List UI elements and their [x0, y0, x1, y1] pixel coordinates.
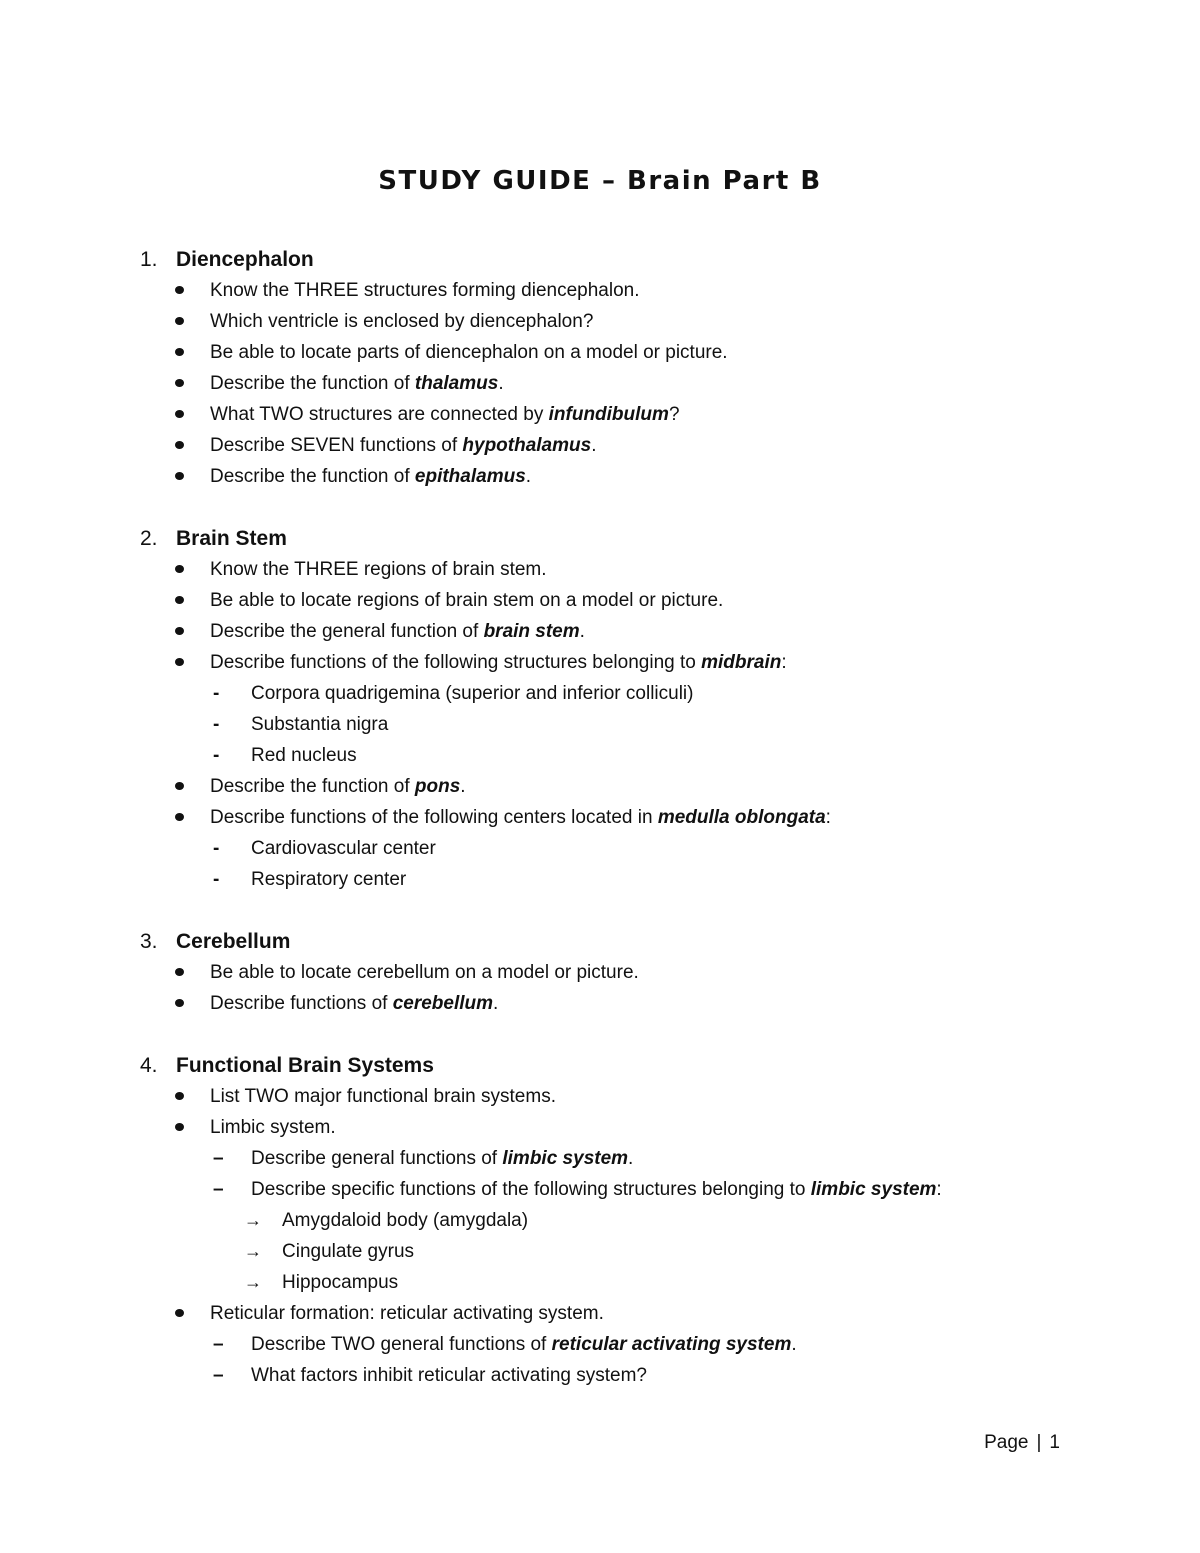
- list-item: [140, 1174, 1100, 1205]
- text-segment: Describe functions of: [210, 993, 393, 1014]
- item-text: [251, 678, 693, 709]
- item-text: [282, 1267, 398, 1298]
- text-segment: Describe SEVEN functions of: [210, 435, 463, 456]
- list-item: [140, 740, 1100, 771]
- list-item: [140, 1267, 1100, 1298]
- list-item: [140, 1081, 1100, 1112]
- list-item: [140, 1298, 1100, 1329]
- text-segment: Be able to locate regions of brain stem on a model or picture.: [210, 590, 724, 611]
- text-segment: Describe general functions of: [251, 1148, 503, 1169]
- section-number: 3.: [140, 930, 158, 953]
- text-segment: .: [628, 1148, 634, 1169]
- item-text: [251, 1143, 633, 1174]
- page-title: STUDY GUIDE – Brain Part B: [378, 166, 822, 196]
- section-title: Functional Brain Systems: [176, 1054, 434, 1077]
- item-text: [210, 337, 728, 368]
- study-guide-sections: [140, 244, 1100, 1422]
- item-text: [251, 833, 436, 864]
- text-segment: Describe functions of the following centers located in: [210, 807, 658, 828]
- text-segment: Respiratory center: [251, 869, 407, 890]
- text-segment: Describe the function of: [210, 776, 415, 797]
- emphasized-term: thalamus: [414, 373, 499, 394]
- section: [140, 926, 1100, 1019]
- arrow-right-icon: →: [244, 1241, 262, 1261]
- list-item: [140, 833, 1100, 864]
- bullet-icon: [172, 957, 210, 988]
- text-segment: ?: [668, 404, 680, 425]
- section-title: Brain Stem: [176, 527, 287, 550]
- list-item: [140, 771, 1100, 802]
- list-item: [140, 430, 1100, 461]
- bullet-icon: [172, 647, 210, 678]
- text-segment: Describe functions of the following structures belonging to: [210, 652, 702, 673]
- text-segment: What factors inhibit reticular activating system?: [251, 1365, 647, 1386]
- bullet-icon: [172, 430, 210, 461]
- item-text: [251, 709, 388, 740]
- list-item: [140, 1143, 1100, 1174]
- bullet-icon: [172, 399, 210, 430]
- text-segment: Describe TWO general functions of: [251, 1334, 552, 1355]
- section-heading: [140, 523, 1100, 554]
- emphasized-term: brain stem: [483, 621, 580, 642]
- item-text: [282, 1236, 414, 1267]
- section: [140, 523, 1100, 895]
- text-segment: Cardiovascular center: [251, 838, 436, 859]
- bullet-icon: [172, 1081, 210, 1112]
- text-segment: .: [460, 776, 466, 797]
- page-number: 1: [1049, 1432, 1060, 1453]
- bullet-icon: [172, 802, 210, 833]
- item-text: [210, 1298, 604, 1329]
- text-segment: What TWO structures are connected by: [210, 404, 549, 425]
- text-segment: :: [936, 1179, 942, 1200]
- text-segment: Be able to locate cerebellum on a model or picture.: [210, 962, 639, 983]
- bullet-icon: [172, 1112, 210, 1143]
- list-item: [140, 709, 1100, 740]
- emphasized-term: pons: [414, 776, 461, 797]
- text-segment: Be able to locate parts of diencephalon on a model or picture.: [210, 342, 728, 363]
- text-segment: Reticular formation: reticular activating system.: [210, 1303, 604, 1324]
- section: [140, 1050, 1100, 1391]
- section-number: 2.: [140, 527, 158, 550]
- emphasized-term: medulla oblongata: [657, 807, 826, 828]
- section: [140, 244, 1100, 492]
- text-segment: Cingulate gyrus: [282, 1241, 415, 1262]
- dash-marker: –: [213, 1148, 224, 1169]
- item-text: [210, 957, 639, 988]
- section-number: 1.: [140, 248, 158, 271]
- bullet-icon: [172, 1298, 210, 1329]
- emphasized-term: hypothalamus: [462, 435, 592, 456]
- list-item: [140, 802, 1100, 833]
- item-text: [210, 802, 831, 833]
- item-text: [251, 1360, 647, 1391]
- list-item: [140, 461, 1100, 492]
- bullet-icon: [172, 771, 210, 802]
- item-text: [210, 988, 498, 1019]
- bullet-icon: [172, 461, 210, 492]
- section-heading: [140, 1050, 1100, 1081]
- emphasized-term: limbic system: [502, 1148, 629, 1169]
- text-segment: Describe specific functions of the following structures belonging to: [251, 1179, 811, 1200]
- item-text: [251, 1174, 942, 1205]
- list-item: [140, 647, 1100, 678]
- bullet-icon: [172, 368, 210, 399]
- section-heading: [140, 244, 1100, 275]
- list-item: [140, 864, 1100, 895]
- text-segment: Amygdaloid body (amygdala): [282, 1210, 529, 1231]
- text-segment: .: [591, 435, 597, 456]
- item-text: [210, 616, 585, 647]
- list-item: [140, 399, 1100, 430]
- page-label: Page: [984, 1432, 1029, 1453]
- list-item: [140, 1112, 1100, 1143]
- emphasized-term: reticular activating system: [551, 1334, 792, 1355]
- text-segment: Substantia nigra: [251, 714, 389, 735]
- item-text: [210, 368, 504, 399]
- list-item: [140, 988, 1100, 1019]
- item-text: [210, 1112, 336, 1143]
- list-item: [140, 306, 1100, 337]
- dash-marker: -: [213, 745, 220, 766]
- item-text: [282, 1205, 528, 1236]
- list-item: [140, 368, 1100, 399]
- text-segment: Which ventricle is enclosed by diencephalon?: [210, 311, 594, 332]
- item-text: [251, 864, 406, 895]
- text-segment: :: [825, 807, 831, 828]
- section-title: Cerebellum: [176, 930, 291, 953]
- section-heading: [140, 926, 1100, 957]
- text-segment: Corpora quadrigemina (superior and inferior colliculi): [251, 683, 694, 704]
- dash-marker: –: [213, 1365, 224, 1386]
- text-segment: Describe the function of: [210, 373, 415, 394]
- text-segment: .: [579, 621, 585, 642]
- text-segment: :: [781, 652, 787, 673]
- list-item: [140, 1329, 1100, 1360]
- bullet-icon: [172, 616, 210, 647]
- dash-marker: –: [213, 1334, 224, 1355]
- list-item: [140, 957, 1100, 988]
- item-text: [210, 1081, 556, 1112]
- dash-marker: -: [213, 838, 220, 859]
- text-segment: .: [525, 466, 532, 487]
- text-segment: Describe the general function of: [210, 621, 484, 642]
- list-item: [140, 1205, 1100, 1236]
- item-text: [210, 554, 547, 585]
- page-footer: [984, 1432, 1060, 1454]
- bullet-icon: [172, 988, 210, 1019]
- bullet-icon: [172, 554, 210, 585]
- section-number: 4.: [140, 1054, 158, 1077]
- dash-marker: -: [213, 869, 220, 890]
- text-segment: .: [493, 993, 499, 1014]
- item-text: [210, 461, 531, 492]
- text-segment: Limbic system.: [210, 1117, 336, 1138]
- section-title: Diencephalon: [176, 248, 314, 271]
- item-text: [210, 306, 593, 337]
- emphasized-term: epithalamus: [414, 466, 526, 487]
- item-text: [251, 1329, 797, 1360]
- item-text: [210, 275, 639, 306]
- item-text: [210, 647, 787, 678]
- item-text: [210, 430, 596, 461]
- item-text: [251, 740, 357, 771]
- list-item: [140, 678, 1100, 709]
- text-segment: .: [498, 373, 504, 394]
- text-segment: Describe the function of: [210, 466, 415, 487]
- text-segment: Know the THREE regions of brain stem.: [210, 559, 547, 580]
- emphasized-term: limbic system: [810, 1179, 937, 1200]
- arrow-right-icon: →: [244, 1272, 262, 1292]
- text-segment: Know the THREE structures forming diencephalon.: [210, 280, 640, 301]
- text-segment: Red nucleus: [251, 745, 357, 766]
- list-item: [140, 616, 1100, 647]
- text-segment: List TWO major functional brain systems.: [210, 1086, 556, 1107]
- emphasized-term: infundibulum: [548, 404, 669, 425]
- list-item: [140, 554, 1100, 585]
- text-segment: Hippocampus: [282, 1272, 399, 1293]
- bullet-icon: [172, 275, 210, 306]
- bullet-icon: [172, 306, 210, 337]
- arrow-right-icon: →: [244, 1210, 262, 1230]
- emphasized-term: cerebellum: [392, 993, 494, 1014]
- dash-marker: –: [213, 1179, 224, 1200]
- text-segment: .: [791, 1334, 797, 1355]
- list-item: [140, 1236, 1100, 1267]
- item-text: [210, 771, 466, 802]
- list-item: [140, 275, 1100, 306]
- list-item: [140, 337, 1100, 368]
- list-item: [140, 585, 1100, 616]
- item-text: [210, 585, 723, 616]
- emphasized-term: midbrain: [701, 652, 782, 673]
- page-separator: |: [1036, 1432, 1042, 1453]
- dash-marker: -: [213, 714, 220, 735]
- dash-marker: -: [213, 683, 220, 704]
- list-item: [140, 1360, 1100, 1391]
- item-text: [210, 399, 680, 430]
- bullet-icon: [172, 585, 210, 616]
- bullet-icon: [172, 337, 210, 368]
